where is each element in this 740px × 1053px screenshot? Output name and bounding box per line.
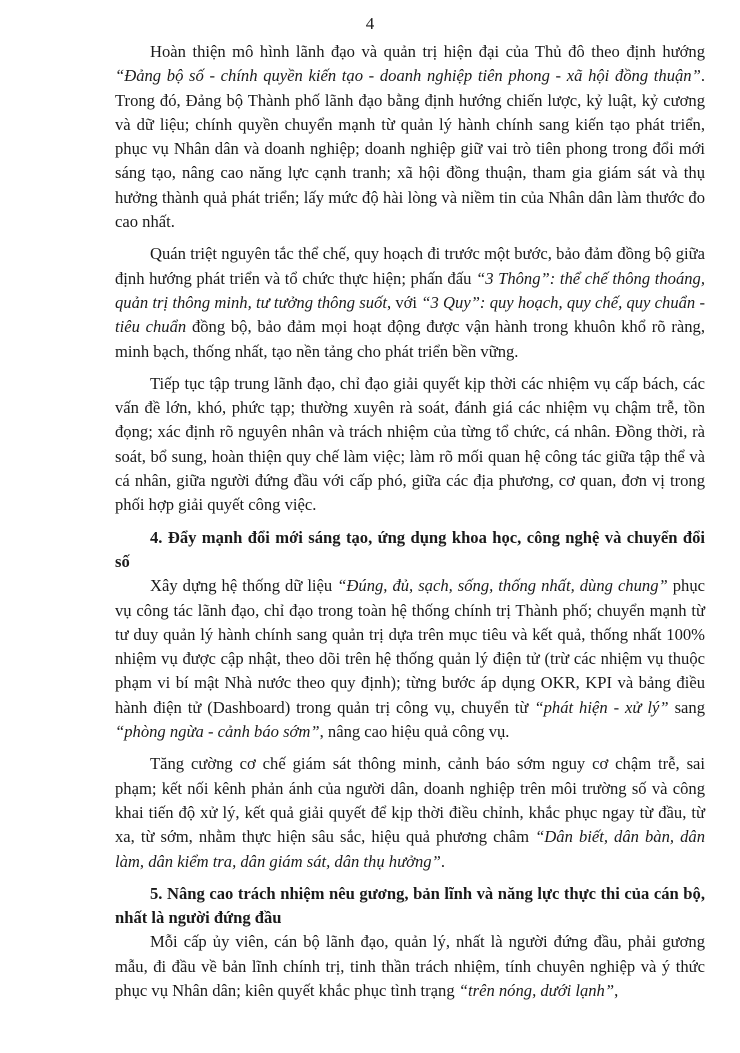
section-heading-4: 4. Đẩy mạnh đổi mới sáng tạo, ứng dụng khoa học, công nghệ và chuyển đổi số: [115, 527, 705, 571]
paragraph-leader-responsibility: Mỗi cấp ủy viên, cán bộ lãnh đạo, quản lý, nhất là người đứng đầu, phải gương mẫu, đi đầu về bản lĩnh chính trị, tinh thần trách nhiệm, tính chuyên nghiệp và ý thức phục vụ Nhân dân; kiên quyết khắc phục tình trạng “trên nóng, dưới lạnh”,: [115, 932, 705, 1000]
paragraph-smart-supervision: Tăng cường cơ chế giám sát thông minh, cảnh báo sớm nguy cơ chậm trễ, sai phạm; kết nối kênh phản ánh của người dân, doanh nghiệp trên môi trường số và công khai tiến độ xử lý, kết quả giải quyết để kịp thời điều chỉnh, khắc phục ngay từ đầu, từ xa, từ sớm, nhằm thực hiện sâu sắc, hiệu quả phương châm “Dân biết, dân bàn, dân làm, dân kiểm tra, dân giám sát, dân thụ hưởng”.: [115, 754, 705, 871]
paragraph-data-system: Xây dựng hệ thống dữ liệu “Đúng, đủ, sạch, sống, thống nhất, dùng chung” phục vụ công tác lãnh đạo, chỉ đạo trong toàn hệ thống chính trị Thành phố; chuyển mạnh từ tư duy quản lý hành chính sang quản trị dựa trên mục tiêu và kết quả, thống nhất 100% nhiệm vụ được cập nhật, theo dõi trên hệ thống quản lý điện tử (trừ các nhiệm vụ thuộc phạm vi bí mật Nhà nước theo quy định); từng bước áp dụng OKR, KPI và bảng điều hành điện tử (Dashboard) trong quản trị công vụ, chuyển từ “phát hiện - xử lý” sang “phòng ngừa - cảnh báo sớm”, nâng cao hiệu quả công vụ.: [115, 576, 705, 742]
document-body: [115, 40, 705, 1011]
paragraph-urgent-tasks: Tiếp tục tập trung lãnh đạo, chỉ đạo giải quyết kịp thời các nhiệm vụ cấp bách, các vấn đề lớn, khó, phức tạp; thường xuyên rà soát, đánh giá các nhiệm vụ chậm trễ, tồn đọng; xác định rõ nguyên nhân và trách nhiệm của từng tổ chức, cá nhân. Đồng thời, rà soát, bổ sung, hoàn thiện quy chế làm việc; làm rõ mối quan hệ công tác giữa tập thể và cá nhân, giữa người đứng đầu với cấp phó, giữa các địa phương, cơ quan, đơn vị trong phối hợp giải quyết công việc.: [115, 373, 705, 515]
paragraph-governance-model: Hoàn thiện mô hình lãnh đạo và quản trị hiện đại của Thủ đô theo định hướng “Đảng bộ số - chính quyền kiến tạo - doanh nghiệp tiên phong - xã hội đồng thuận”. Trong đó, Đảng bộ Thành phố lãnh đạo bằng định hướng chiến lược, kỷ luật, kỷ cương và dữ liệu; chính quyền chuyển mạnh từ quản lý hành chính sang kiến tạo phát triển, phục vụ Nhân dân và doanh nghiệp; doanh nghiệp giữ vai trò tiên phong trong đổi mới sáng tạo, nâng cao năng lực cạnh tranh; xã hội đồng thuận, tham gia giám sát và thụ hưởng thành quả phát triển; lấy mức độ hài lòng và niềm tin của Nhân dân làm thước đo cao nhất.: [115, 42, 705, 232]
page-number: 4: [365, 14, 375, 33]
paragraph-three-thong-three-quy: Quán triệt nguyên tắc thể chế, quy hoạch đi trước một bước, bảo đảm đồng bộ giữa định hướng phát triển và tổ chức thực hiện; phấn đấu “3 Thông”: thể chế thông thoáng, quản trị thông minh, tư tưởng thông suốt, với “3 Quy”: quy hoạch, quy chế, quy chuẩn - tiêu chuẩn đồng bộ, bảo đảm mọi hoạt động được vận hành trong khuôn khổ rõ ràng, minh bạch, thống nhất, tạo nền tảng cho phát triển bền vững.: [115, 244, 705, 361]
section-heading-5: 5. Nâng cao trách nhiệm nêu gương, bản lĩnh và năng lực thực thi của cán bộ, nhất là người đứng đầu: [115, 883, 705, 928]
